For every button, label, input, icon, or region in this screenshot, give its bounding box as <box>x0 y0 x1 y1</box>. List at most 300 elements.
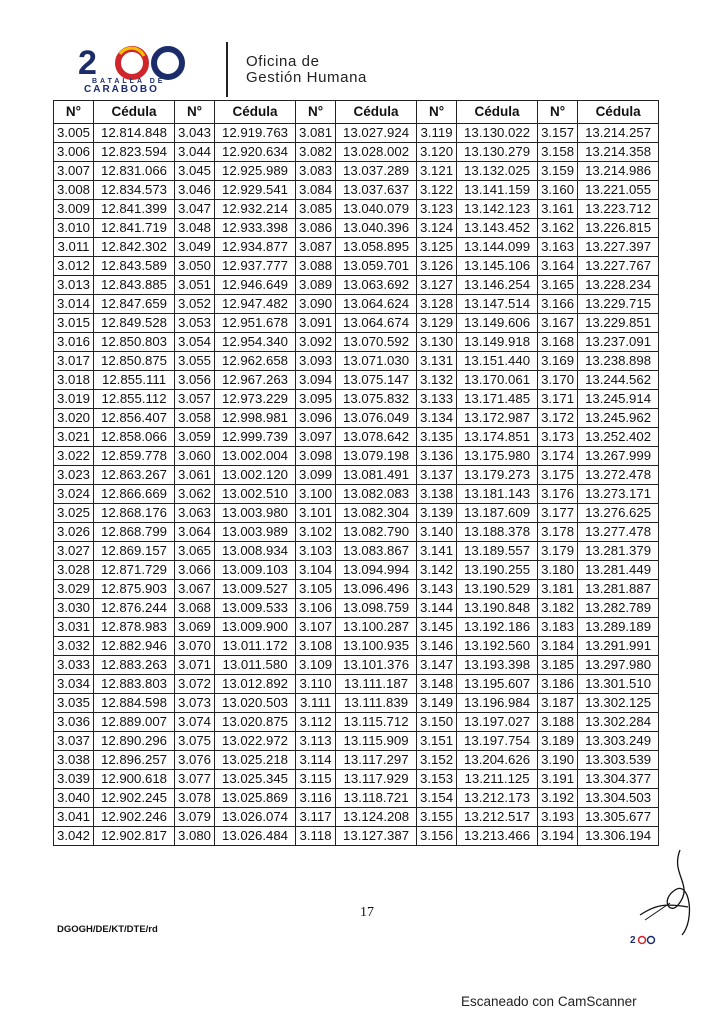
cedula-cell: 13.237.091 <box>578 333 659 352</box>
cedula-cell: 12.878.983 <box>94 618 175 637</box>
cedula-cell: 13.020.875 <box>215 713 296 732</box>
cedula-cell: 13.063.692 <box>336 276 417 295</box>
cedula-cell: 12.998.981 <box>215 409 296 428</box>
number-cell: 3.100 <box>296 485 336 504</box>
cedula-cell: 12.902.817 <box>94 827 175 846</box>
table-row <box>54 466 659 485</box>
cedula-cell: 13.146.254 <box>457 276 538 295</box>
cedula-cell: 13.082.083 <box>336 485 417 504</box>
number-cell: 3.045 <box>175 162 215 181</box>
cedula-cell: 12.919.763 <box>215 124 296 143</box>
number-cell: 3.157 <box>538 124 578 143</box>
number-cell: 3.163 <box>538 238 578 257</box>
number-cell: 3.092 <box>296 333 336 352</box>
number-cell: 3.181 <box>538 580 578 599</box>
cedula-cell: 13.190.255 <box>457 561 538 580</box>
cedula-cell: 13.027.924 <box>336 124 417 143</box>
number-cell: 3.116 <box>296 789 336 808</box>
number-cell: 3.031 <box>54 618 94 637</box>
cedula-cell: 13.008.934 <box>215 542 296 561</box>
number-cell: 3.153 <box>417 770 457 789</box>
number-cell: 3.086 <box>296 219 336 238</box>
table-row <box>54 618 659 637</box>
number-cell: 3.125 <box>417 238 457 257</box>
number-cell: 3.061 <box>175 466 215 485</box>
cedula-cell: 12.823.594 <box>94 143 175 162</box>
number-cell: 3.155 <box>417 808 457 827</box>
cedula-cell: 13.302.284 <box>578 713 659 732</box>
number-cell: 3.006 <box>54 143 94 162</box>
number-cell: 3.093 <box>296 352 336 371</box>
number-cell: 3.050 <box>175 257 215 276</box>
table-row <box>54 770 659 789</box>
number-cell: 3.060 <box>175 447 215 466</box>
column-header-number: N° <box>417 101 457 124</box>
cedula-cell: 12.855.112 <box>94 390 175 409</box>
table-row <box>54 200 659 219</box>
number-cell: 3.032 <box>54 637 94 656</box>
number-cell: 3.028 <box>54 561 94 580</box>
table-row <box>54 675 659 694</box>
cedula-cell: 13.195.607 <box>457 675 538 694</box>
number-cell: 3.174 <box>538 447 578 466</box>
table-row <box>54 181 659 200</box>
table-row <box>54 124 659 143</box>
number-cell: 3.062 <box>175 485 215 504</box>
number-cell: 3.009 <box>54 200 94 219</box>
cedula-cell: 13.281.379 <box>578 542 659 561</box>
document-header <box>60 42 440 97</box>
table-row <box>54 352 659 371</box>
cedula-cell: 13.012.892 <box>215 675 296 694</box>
cedula-cell: 13.026.484 <box>215 827 296 846</box>
cedula-cell: 13.190.848 <box>457 599 538 618</box>
number-cell: 3.046 <box>175 181 215 200</box>
cedula-cell: 12.882.946 <box>94 637 175 656</box>
number-cell: 3.115 <box>296 770 336 789</box>
number-cell: 3.087 <box>296 238 336 257</box>
cedula-cell: 13.025.218 <box>215 751 296 770</box>
table-row <box>54 808 659 827</box>
cedula-cell: 13.306.194 <box>578 827 659 846</box>
cedula-cell: 12.849.528 <box>94 314 175 333</box>
number-cell: 3.008 <box>54 181 94 200</box>
number-cell: 3.120 <box>417 143 457 162</box>
cedula-cell: 13.147.514 <box>457 295 538 314</box>
cedula-cell: 13.289.189 <box>578 618 659 637</box>
number-cell: 3.080 <box>175 827 215 846</box>
header-divider <box>226 42 228 97</box>
cedula-cell: 12.859.778 <box>94 447 175 466</box>
number-cell: 3.178 <box>538 523 578 542</box>
number-cell: 3.015 <box>54 314 94 333</box>
cedula-cell: 13.143.452 <box>457 219 538 238</box>
number-cell: 3.088 <box>296 257 336 276</box>
number-cell: 3.127 <box>417 276 457 295</box>
column-header-cedula: Cédula <box>215 101 296 124</box>
table-row <box>54 162 659 181</box>
number-cell: 3.025 <box>54 504 94 523</box>
table-row <box>54 409 659 428</box>
cedula-cell: 12.920.634 <box>215 143 296 162</box>
cedula-cell: 13.081.491 <box>336 466 417 485</box>
cedula-cell: 13.124.208 <box>336 808 417 827</box>
cedula-cell: 13.100.935 <box>336 637 417 656</box>
office-line-2: Gestión Humana <box>246 69 367 86</box>
cedula-cell: 13.277.478 <box>578 523 659 542</box>
number-cell: 3.065 <box>175 542 215 561</box>
number-cell: 3.026 <box>54 523 94 542</box>
number-cell: 3.147 <box>417 656 457 675</box>
table-row <box>54 276 659 295</box>
cedula-cell: 13.214.358 <box>578 143 659 162</box>
number-cell: 3.139 <box>417 504 457 523</box>
number-cell: 3.073 <box>175 694 215 713</box>
table-row <box>54 732 659 751</box>
cedula-cell: 13.212.517 <box>457 808 538 827</box>
number-cell: 3.142 <box>417 561 457 580</box>
number-cell: 3.011 <box>54 238 94 257</box>
number-cell: 3.114 <box>296 751 336 770</box>
number-cell: 3.102 <box>296 523 336 542</box>
cedula-cell: 12.847.659 <box>94 295 175 314</box>
number-cell: 3.059 <box>175 428 215 447</box>
number-cell: 3.145 <box>417 618 457 637</box>
number-cell: 3.016 <box>54 333 94 352</box>
office-line-1: Oficina de <box>246 53 320 70</box>
number-cell: 3.040 <box>54 789 94 808</box>
cedula-cell: 13.002.004 <box>215 447 296 466</box>
number-cell: 3.096 <box>296 409 336 428</box>
number-cell: 3.084 <box>296 181 336 200</box>
cedula-cell: 13.238.898 <box>578 352 659 371</box>
cedula-cell: 13.179.273 <box>457 466 538 485</box>
number-cell: 3.048 <box>175 219 215 238</box>
cedula-cell: 12.858.066 <box>94 428 175 447</box>
cedula-cell: 13.026.074 <box>215 808 296 827</box>
number-cell: 3.101 <box>296 504 336 523</box>
number-cell: 3.055 <box>175 352 215 371</box>
number-cell: 3.179 <box>538 542 578 561</box>
number-cell: 3.097 <box>296 428 336 447</box>
cedula-cell: 12.843.885 <box>94 276 175 295</box>
number-cell: 3.175 <box>538 466 578 485</box>
table-row <box>54 694 659 713</box>
number-cell: 3.071 <box>175 656 215 675</box>
number-cell: 3.047 <box>175 200 215 219</box>
number-cell: 3.192 <box>538 789 578 808</box>
number-cell: 3.067 <box>175 580 215 599</box>
column-header-cedula: Cédula <box>457 101 538 124</box>
cedula-cell: 13.187.609 <box>457 504 538 523</box>
number-cell: 3.158 <box>538 143 578 162</box>
cedula-cell: 12.834.573 <box>94 181 175 200</box>
cedula-cell: 13.223.712 <box>578 200 659 219</box>
number-cell: 3.131 <box>417 352 457 371</box>
cedula-cell: 13.144.099 <box>457 238 538 257</box>
cedula-cell: 12.868.799 <box>94 523 175 542</box>
number-cell: 3.118 <box>296 827 336 846</box>
number-cell: 3.106 <box>296 599 336 618</box>
cedula-cell: 13.064.674 <box>336 314 417 333</box>
number-cell: 3.193 <box>538 808 578 827</box>
number-cell: 3.033 <box>54 656 94 675</box>
cedula-cell: 13.071.030 <box>336 352 417 371</box>
cedula-cell: 12.841.719 <box>94 219 175 238</box>
number-cell: 3.074 <box>175 713 215 732</box>
number-cell: 3.103 <box>296 542 336 561</box>
table-row <box>54 504 659 523</box>
cedula-cell: 12.962.658 <box>215 352 296 371</box>
cedula-cell: 12.902.245 <box>94 789 175 808</box>
cedula-cell: 13.304.377 <box>578 770 659 789</box>
cedula-cell: 13.022.972 <box>215 732 296 751</box>
table-row <box>54 314 659 333</box>
number-cell: 3.121 <box>417 162 457 181</box>
table-row <box>54 238 659 257</box>
number-cell: 3.030 <box>54 599 94 618</box>
cedula-cell: 13.303.539 <box>578 751 659 770</box>
number-cell: 3.036 <box>54 713 94 732</box>
number-cell: 3.151 <box>417 732 457 751</box>
number-cell: 3.018 <box>54 371 94 390</box>
cedula-cell: 13.301.510 <box>578 675 659 694</box>
cedula-cell: 12.934.877 <box>215 238 296 257</box>
number-cell: 3.024 <box>54 485 94 504</box>
number-cell: 3.133 <box>417 390 457 409</box>
cedula-cell: 12.973.229 <box>215 390 296 409</box>
cedula-cell: 13.003.989 <box>215 523 296 542</box>
table-row <box>54 656 659 675</box>
cedula-cell: 13.213.466 <box>457 827 538 846</box>
cedula-cell: 13.079.198 <box>336 447 417 466</box>
number-cell: 3.079 <box>175 808 215 827</box>
number-cell: 3.146 <box>417 637 457 656</box>
cedula-cell: 13.111.187 <box>336 675 417 694</box>
number-cell: 3.027 <box>54 542 94 561</box>
cedula-cell: 13.117.929 <box>336 770 417 789</box>
number-cell: 3.171 <box>538 390 578 409</box>
number-cell: 3.136 <box>417 447 457 466</box>
number-cell: 3.022 <box>54 447 94 466</box>
number-cell: 3.172 <box>538 409 578 428</box>
camscanner-watermark: Escaneado con CamScanner <box>461 994 637 1009</box>
table-row <box>54 333 659 352</box>
cedula-cell: 13.130.022 <box>457 124 538 143</box>
cedula-cell: 13.174.851 <box>457 428 538 447</box>
table-row <box>54 599 659 618</box>
number-cell: 3.189 <box>538 732 578 751</box>
number-cell: 3.150 <box>417 713 457 732</box>
number-cell: 3.039 <box>54 770 94 789</box>
table-row <box>54 371 659 390</box>
number-cell: 3.064 <box>175 523 215 542</box>
column-header-number: N° <box>538 101 578 124</box>
number-cell: 3.167 <box>538 314 578 333</box>
number-cell: 3.112 <box>296 713 336 732</box>
number-cell: 3.085 <box>296 200 336 219</box>
number-cell: 3.052 <box>175 295 215 314</box>
cedula-cell: 13.115.909 <box>336 732 417 751</box>
number-cell: 3.138 <box>417 485 457 504</box>
cedula-cell: 12.884.598 <box>94 694 175 713</box>
number-cell: 3.141 <box>417 542 457 561</box>
column-header-number: N° <box>175 101 215 124</box>
cedula-cell: 12.902.246 <box>94 808 175 827</box>
number-cell: 3.105 <box>296 580 336 599</box>
cedula-cell: 12.954.340 <box>215 333 296 352</box>
number-cell: 3.132 <box>417 371 457 390</box>
cedula-cell: 13.009.533 <box>215 599 296 618</box>
cedula-cell: 13.083.867 <box>336 542 417 561</box>
table-row <box>54 485 659 504</box>
logo-title: CARABOBO <box>84 84 159 95</box>
number-cell: 3.066 <box>175 561 215 580</box>
cedula-cell: 12.946.649 <box>215 276 296 295</box>
number-cell: 3.177 <box>538 504 578 523</box>
cedula-cell: 13.197.754 <box>457 732 538 751</box>
cedula-cell: 13.058.895 <box>336 238 417 257</box>
cedula-cell: 13.245.914 <box>578 390 659 409</box>
cedula-cell: 13.282.789 <box>578 599 659 618</box>
number-cell: 3.161 <box>538 200 578 219</box>
cedula-cell: 13.151.440 <box>457 352 538 371</box>
number-cell: 3.137 <box>417 466 457 485</box>
cedula-cell: 13.040.079 <box>336 200 417 219</box>
number-cell: 3.164 <box>538 257 578 276</box>
number-cell: 3.110 <box>296 675 336 694</box>
number-cell: 3.090 <box>296 295 336 314</box>
cedula-cell: 13.171.485 <box>457 390 538 409</box>
number-cell: 3.077 <box>175 770 215 789</box>
number-cell: 3.135 <box>417 428 457 447</box>
number-cell: 3.117 <box>296 808 336 827</box>
cedula-cell: 12.933.398 <box>215 219 296 238</box>
cedula-cell: 13.192.560 <box>457 637 538 656</box>
column-header-cedula: Cédula <box>94 101 175 124</box>
cedula-cell: 13.020.503 <box>215 694 296 713</box>
cedula-cell: 13.096.496 <box>336 580 417 599</box>
column-header-cedula: Cédula <box>336 101 417 124</box>
number-cell: 3.007 <box>54 162 94 181</box>
number-cell: 3.098 <box>296 447 336 466</box>
cedula-cell: 13.211.125 <box>457 770 538 789</box>
number-cell: 3.180 <box>538 561 578 580</box>
cedula-cell: 12.925.989 <box>215 162 296 181</box>
table-row <box>54 713 659 732</box>
cedula-cell: 13.130.279 <box>457 143 538 162</box>
svg-text:2: 2 <box>630 935 636 945</box>
cedula-cell: 13.273.171 <box>578 485 659 504</box>
cedula-cell: 13.281.887 <box>578 580 659 599</box>
number-cell: 3.173 <box>538 428 578 447</box>
number-cell: 3.165 <box>538 276 578 295</box>
cedula-cell: 12.841.399 <box>94 200 175 219</box>
number-cell: 3.190 <box>538 751 578 770</box>
number-cell: 3.191 <box>538 770 578 789</box>
number-cell: 3.152 <box>417 751 457 770</box>
number-cell: 3.104 <box>296 561 336 580</box>
table-row <box>54 542 659 561</box>
cedula-cell: 13.028.002 <box>336 143 417 162</box>
number-cell: 3.176 <box>538 485 578 504</box>
cedula-cell: 13.204.626 <box>457 751 538 770</box>
number-cell: 3.099 <box>296 466 336 485</box>
number-cell: 3.021 <box>54 428 94 447</box>
number-cell: 3.069 <box>175 618 215 637</box>
cedula-cell: 13.009.103 <box>215 561 296 580</box>
cedula-cell: 13.037.637 <box>336 181 417 200</box>
cedula-cell: 13.214.257 <box>578 124 659 143</box>
table-row <box>54 447 659 466</box>
table-row <box>54 143 659 162</box>
cedula-cell: 13.193.398 <box>457 656 538 675</box>
number-cell: 3.042 <box>54 827 94 846</box>
cedula-cell: 12.869.157 <box>94 542 175 561</box>
number-cell: 3.156 <box>417 827 457 846</box>
table-row <box>54 827 659 846</box>
number-cell: 3.082 <box>296 143 336 162</box>
number-cell: 3.186 <box>538 675 578 694</box>
number-cell: 3.053 <box>175 314 215 333</box>
cedula-cell: 13.214.986 <box>578 162 659 181</box>
cedula-cell: 13.170.061 <box>457 371 538 390</box>
number-cell: 3.159 <box>538 162 578 181</box>
cedula-cell: 12.876.244 <box>94 599 175 618</box>
number-cell: 3.109 <box>296 656 336 675</box>
cedula-cell: 13.094.994 <box>336 561 417 580</box>
table-row <box>54 390 659 409</box>
cedula-cell: 13.252.402 <box>578 428 659 447</box>
cedula-cell: 12.863.267 <box>94 466 175 485</box>
cedula-cell: 13.190.529 <box>457 580 538 599</box>
cedula-cell: 13.025.345 <box>215 770 296 789</box>
cedula-cell: 13.003.980 <box>215 504 296 523</box>
cedula-cell: 12.947.482 <box>215 295 296 314</box>
office-name <box>246 54 367 86</box>
cedula-cell: 13.075.832 <box>336 390 417 409</box>
number-cell: 3.149 <box>417 694 457 713</box>
cedula-cell: 12.842.302 <box>94 238 175 257</box>
cedula-cell: 13.002.120 <box>215 466 296 485</box>
cedula-cell: 13.025.869 <box>215 789 296 808</box>
cedula-cell: 13.142.123 <box>457 200 538 219</box>
number-cell: 3.083 <box>296 162 336 181</box>
cedula-cell: 13.002.510 <box>215 485 296 504</box>
number-cell: 3.113 <box>296 732 336 751</box>
cedula-cell: 13.149.606 <box>457 314 538 333</box>
page-number: 17 <box>360 905 374 920</box>
cedula-cell: 13.276.625 <box>578 504 659 523</box>
cedula-cell: 13.076.049 <box>336 409 417 428</box>
table-row <box>54 789 659 808</box>
number-cell: 3.012 <box>54 257 94 276</box>
number-cell: 3.035 <box>54 694 94 713</box>
cedula-cell: 13.070.592 <box>336 333 417 352</box>
cedula-cell: 13.221.055 <box>578 181 659 200</box>
number-cell: 3.091 <box>296 314 336 333</box>
cedula-cell: 13.011.580 <box>215 656 296 675</box>
table-header-row <box>54 101 659 124</box>
number-cell: 3.187 <box>538 694 578 713</box>
cedula-cell: 12.937.777 <box>215 257 296 276</box>
number-cell: 3.126 <box>417 257 457 276</box>
cedula-cell: 13.127.387 <box>336 827 417 846</box>
cedula-cell: 13.082.304 <box>336 504 417 523</box>
number-cell: 3.023 <box>54 466 94 485</box>
table-body <box>54 124 659 846</box>
number-cell: 3.014 <box>54 295 94 314</box>
